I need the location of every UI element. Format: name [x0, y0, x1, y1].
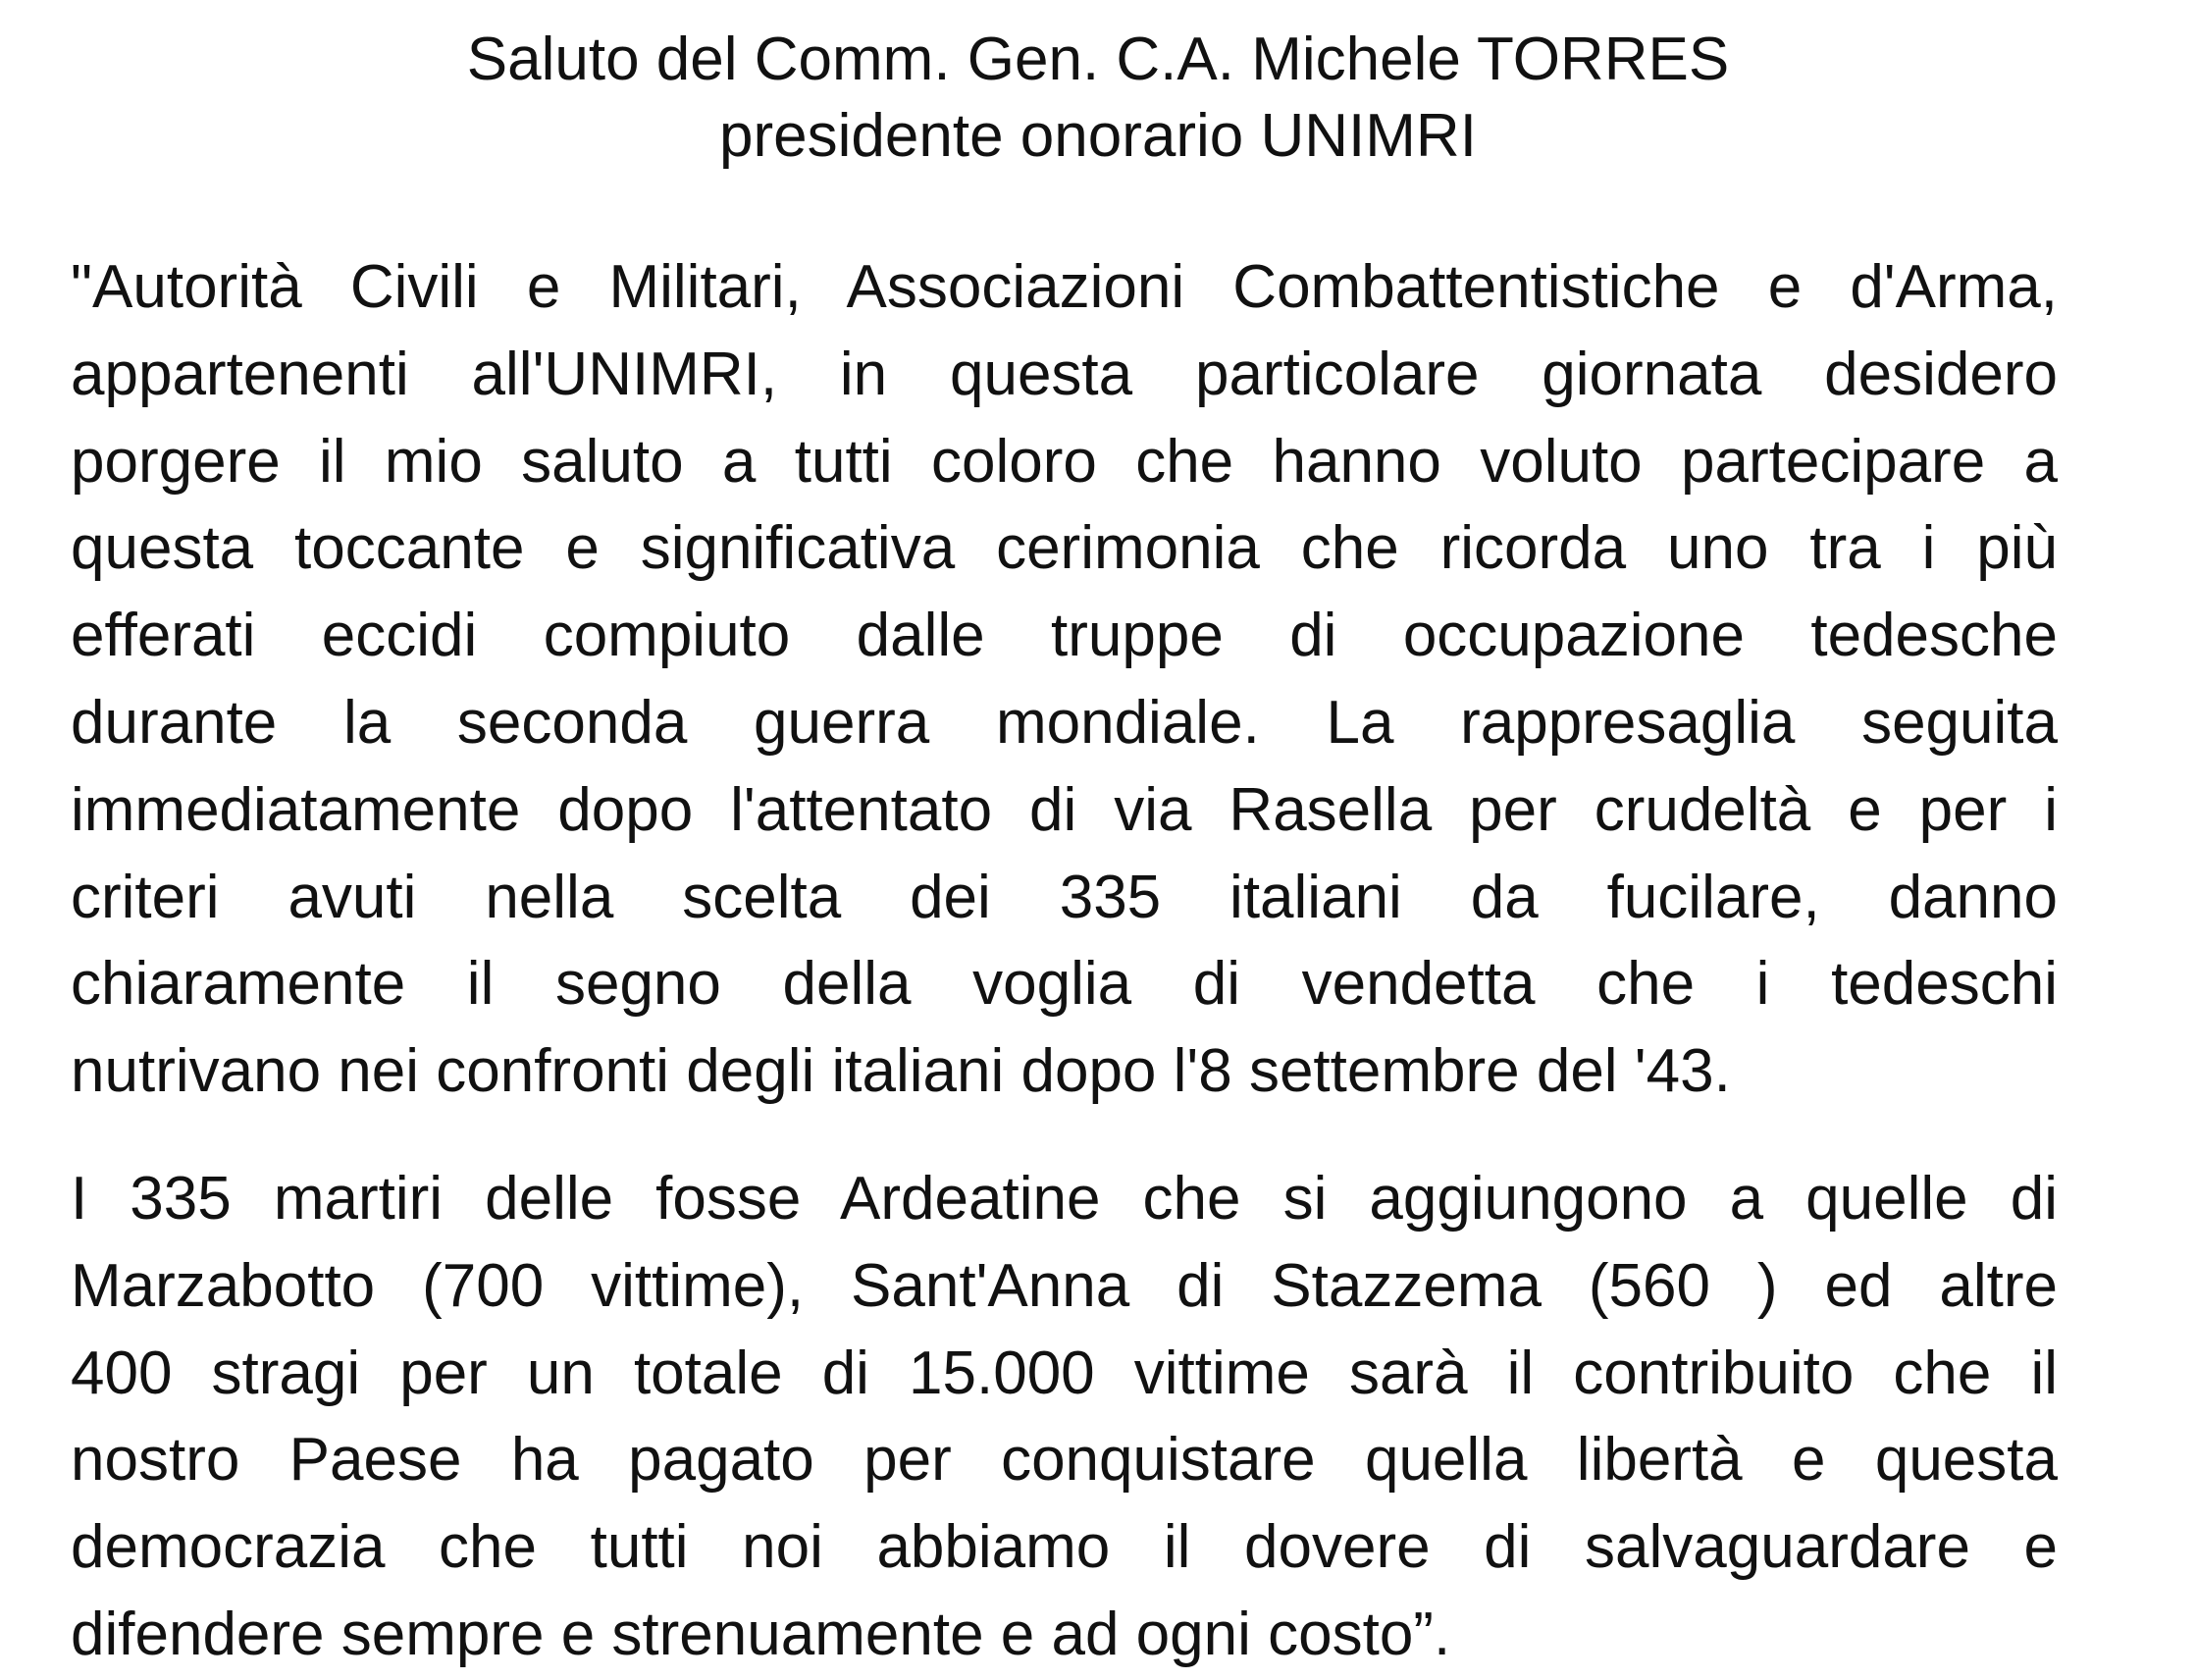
- paragraph-1: [71, 244, 2058, 1116]
- text-line: I 335 martiri delle fosse Ardeatine che si aggiungono a quelle di: [71, 1165, 2058, 1233]
- text-line: durante la seconda guerra mondiale. La rappresaglia seguita: [71, 688, 2058, 757]
- text-line: 400 stragi per un totale di 15.000 vittime sarà il contribuito che il: [71, 1339, 2058, 1407]
- text-line: "Autorità Civili e Militari, Associazioni Combattentistiche e d'Arma,: [71, 253, 2058, 321]
- text-line: appartenenti all'UNIMRI, in questa particolare giornata desidero: [71, 340, 2058, 408]
- heading-line-1: Saluto del Comm. Gen. C.A. Michele TORRES: [466, 26, 1730, 93]
- text-line: nostro Paese ha pagato per conquistare quella libertà e questa: [71, 1426, 2058, 1495]
- document-heading: [0, 22, 2196, 175]
- text-line: Marzabotto (700 vittime), Sant'Anna di Stazzema (560 ) ed altre: [71, 1251, 2058, 1320]
- text-line: efferati eccidi compiuto dalle truppe di occupazione tedesche: [71, 602, 2058, 670]
- paragraph-2: [71, 1156, 2058, 1679]
- heading-line-2: presidente onorario UNIMRI: [719, 102, 1477, 170]
- text-line: porgere il mio saluto a tutti coloro che hanno voluto partecipare a: [71, 427, 2058, 496]
- text-line: chiaramente il segno della voglia di vendetta che i tedeschi: [71, 950, 2058, 1019]
- text-line: immediatamente dopo l'attentato di via Rasella per crudeltà e per i: [71, 775, 2058, 844]
- text-line: difendere sempre e strenuamente e ad ogni costo”.: [71, 1600, 1451, 1668]
- text-line: democrazia che tutti noi abbiamo il dovere di salvaguardare e: [71, 1513, 2058, 1582]
- text-line: nutrivano nei confronti degli italiani dopo l'8 settembre del '43.: [71, 1037, 1731, 1106]
- text-line: questa toccante e significativa cerimonia che ricorda uno tra i più: [71, 514, 2058, 583]
- text-line: criteri avuti nella scelta dei 335 italiani da fucilare, danno: [71, 863, 2058, 931]
